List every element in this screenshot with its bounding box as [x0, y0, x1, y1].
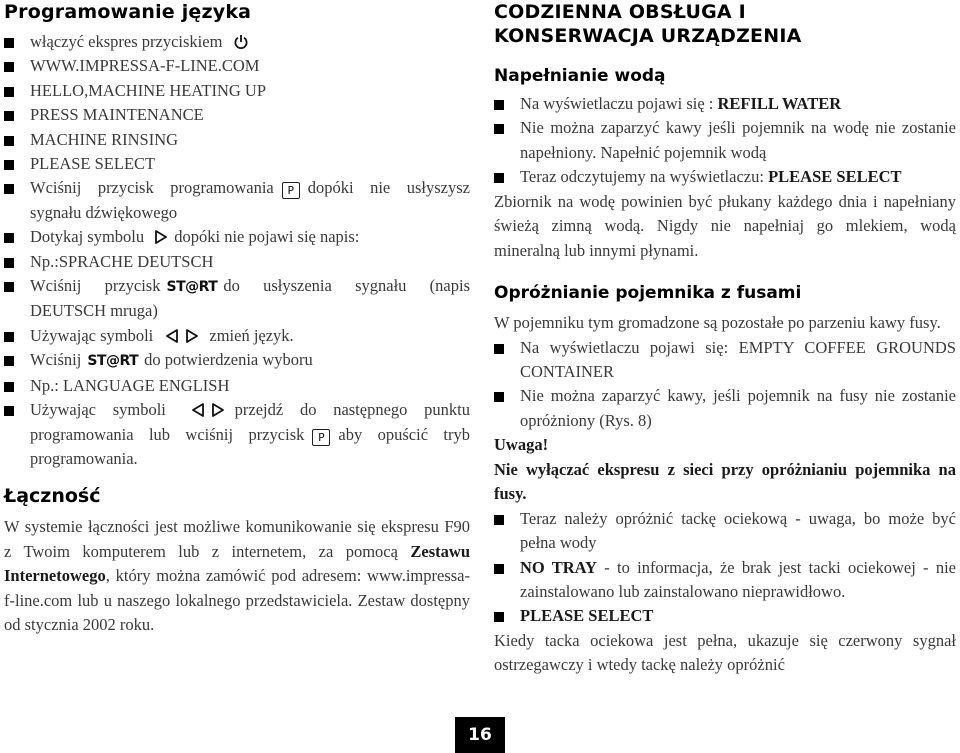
bullet-square — [494, 515, 504, 525]
list-item: Używając symboli zmień język. — [4, 324, 470, 348]
triangle-right-icon — [152, 229, 170, 245]
bullet-square — [4, 111, 14, 121]
triangle-left-right-icon — [163, 328, 203, 344]
p-key-icon: P — [282, 182, 300, 199]
list-item: HELLO,MACHINE HEATING UP — [4, 79, 470, 103]
list-item: Na wyświetlaczu pojawi się : REFILL WATER — [494, 92, 956, 116]
list-item: Wciśnij przycisk programowania P dopóki nie usłyszysz sygnału dźwiękowego — [4, 176, 470, 225]
list-item: włączyć ekspres przyciskiem — [4, 30, 470, 54]
p-key-icon: P — [312, 429, 330, 446]
list-item: Wciśnij ST@RT do potwierdzenia wyboru — [4, 348, 470, 373]
bullet-square — [4, 282, 14, 292]
emptying-intro: W pojemniku tym gromadzone są pozostałe po parzeniu kawy fusy. — [494, 313, 941, 333]
bullet-square — [4, 160, 14, 170]
connectivity-title: Łączność — [4, 485, 101, 508]
section-title: CODZIENNA OBSŁUGA I KONSERWACJA URZĄDZENIA — [494, 1, 802, 47]
emptying-title: Opróżnianie pojemnika z fusami — [494, 283, 802, 304]
filling-list — [494, 92, 956, 190]
bullet-square — [4, 406, 14, 416]
list-item: PLEASE SELECT — [494, 604, 956, 628]
bullet-square — [4, 332, 14, 342]
bullet-square — [4, 87, 14, 97]
start-key-icon: ST@RT — [87, 353, 139, 370]
right-column — [494, 0, 956, 678]
bullet-square — [4, 258, 14, 268]
list-item: Teraz należy opróżnić tackę ociekową - uwaga, bo może być pełna wody — [494, 507, 956, 556]
list-item: WWW.IMPRESSA-F-LINE.COM — [4, 54, 470, 78]
list-item: Nie można zaparzyć kawy, jeśli pojemnik na fusy nie zostanie opróżniony (Rys. 8) — [494, 384, 956, 433]
list-item: Wciśnij przycisk ST@RT do usłyszenia sygnału (napis DEUTSCH mruga) — [4, 274, 470, 324]
programming-title: Programowanie języka — [4, 1, 252, 23]
bullet-square — [4, 233, 14, 243]
list-item: NO TRAY - to informacja, że brak jest tacki ociekowej - nie zainstalowano lub zainstalowano nieprawidłowo. — [494, 556, 956, 605]
list-item: PLEASE SELECT — [4, 152, 470, 176]
filling-title: Napełnianie wodą — [494, 66, 666, 86]
filling-note: Zbiornik na wodę powinien być płukany każdego dnia i napełniany świeżą zimną wodą. Nigdy nie napełniaj go mlekiem, wodą mineralną lub innymi płynami. — [494, 191, 956, 260]
connectivity-text: W systemie łączności jest możliwe komunikowanie się ekspresu F90 z Twoim komputerem lub z internetem, za pomocą Zestawu Internetowego, który można zamówić pod adresem: www.impressa-f-line.com lub u naszego lokalnego przedstawiciela. Zestaw dostępny od stycznia 2002 roku. — [4, 517, 470, 635]
bullet-square — [4, 184, 14, 194]
left-column — [4, 0, 470, 638]
list-item: Np.: LANGUAGE ENGLISH — [4, 374, 470, 398]
bullet-square — [494, 564, 504, 574]
bullet-square — [494, 173, 504, 183]
list-item: Nie można zaparzyć kawy jeśli pojemnik na wodę nie zostanie napełniony. Napełnić pojemnik wodą — [494, 116, 956, 165]
power-icon — [233, 34, 249, 50]
emptying-list — [494, 336, 956, 434]
bullet-square — [4, 62, 14, 72]
closing-text: Kiedy tacka ociekowa jest pełna, ukazuje się czerwony sygnał ostrzegawczy i wtedy tackę należy opróżnić — [494, 630, 956, 675]
list-item: MACHINE RINSING — [4, 128, 470, 152]
bullet-square — [494, 612, 504, 622]
programming-steps — [4, 30, 470, 471]
warning-text: Nie wyłączać ekspresu z sieci przy opróżnianiu pojemnika na fusy. — [494, 459, 956, 504]
list-item: Używając symboli przejdź do następnego punktu programowania lub wciśnij przycisk P aby opuścić tryb programowania. — [4, 398, 470, 471]
bullet-square — [494, 392, 504, 402]
bullet-square — [4, 38, 14, 48]
bullet-square — [4, 382, 14, 392]
start-key-icon: ST@RT — [166, 279, 218, 296]
tray-list — [494, 507, 956, 629]
bullet-square — [494, 344, 504, 354]
bullet-square — [4, 356, 14, 366]
list-item: Na wyświetlaczu pojawi się: EMPTY COFFEE GROUNDS CONTAINER — [494, 336, 956, 385]
page-number: 16 — [455, 717, 505, 753]
list-item: Dotykaj symbolu dopóki nie pojawi się napis: — [4, 225, 470, 249]
warning-label: Uwaga! — [494, 435, 549, 455]
list-item: Teraz odczytujemy na wyświetlaczu: PLEASE SELECT — [494, 165, 956, 189]
list-item: PRESS MAINTENANCE — [4, 103, 470, 127]
bullet-square — [4, 136, 14, 146]
list-item: Np.:SPRACHE DEUTSCH — [4, 250, 470, 274]
bullet-square — [494, 124, 504, 134]
bullet-square — [494, 100, 504, 110]
triangle-left-right-icon — [189, 402, 229, 418]
